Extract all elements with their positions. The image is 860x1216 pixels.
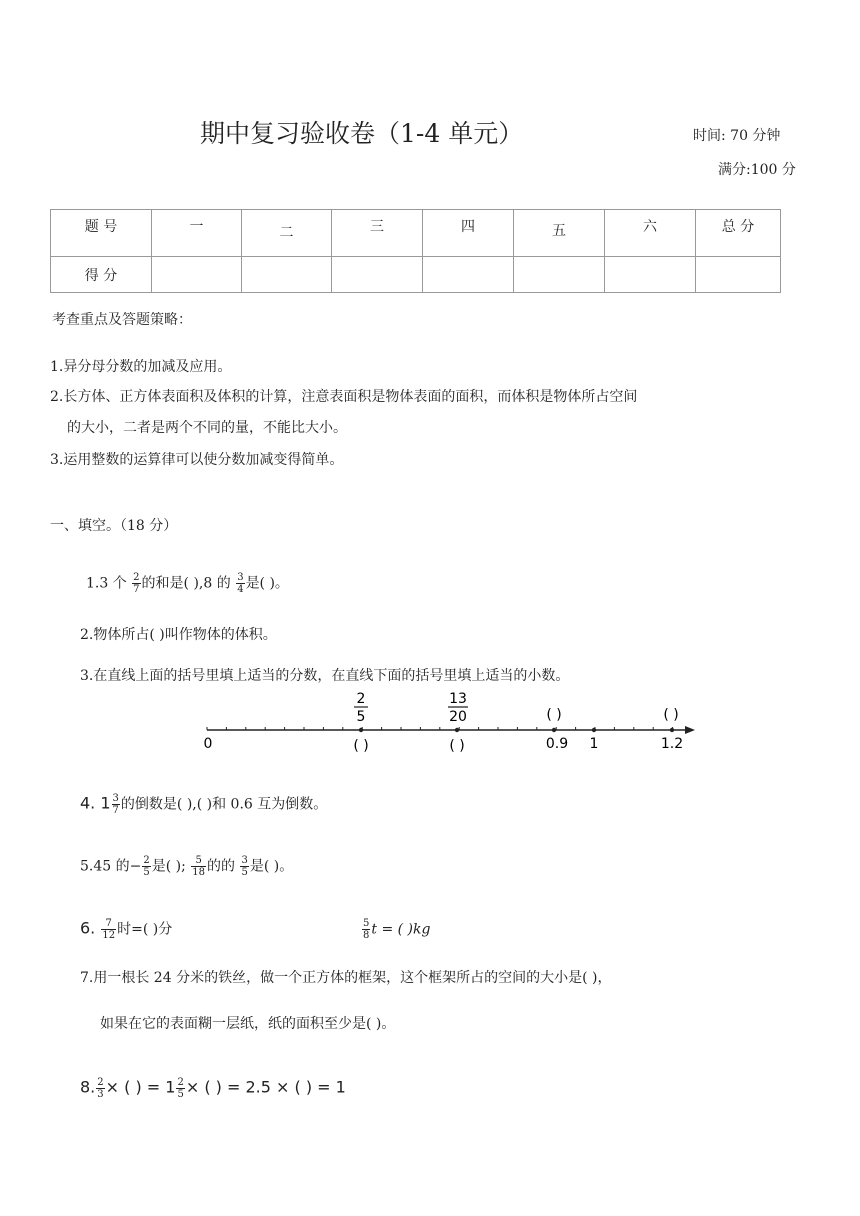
score-header-cell: 三 — [332, 210, 423, 257]
question-text: 8. — [80, 1077, 96, 1097]
number-line — [195, 688, 705, 758]
arrow-icon — [685, 726, 695, 734]
question-text: 是( )。 — [245, 575, 289, 592]
fraction: $\frac{3}{4}$ — [237, 572, 244, 595]
score-header-cell: 五 — [514, 210, 605, 257]
question-7: 7.用一根长 24 分米的铁丝，做一个正方体的框架，这个框架所占的空间的大小是( )， — [80, 970, 612, 986]
score-header-cell: 题 号 — [51, 210, 152, 257]
question-text: 的倒数是( ),( )和 0.6 互为倒数。 — [120, 796, 328, 813]
question-text: t = ( )kg — [371, 921, 431, 938]
strategy-item: 2.长方体、正方体表面积及体积的计算，注意表面积是物体表面的面积，而体积是物体所占空间 — [50, 389, 638, 405]
fraction: $\frac{2}{7}$ — [133, 572, 140, 595]
question-2: 2.物体所占( )叫作物体的体积。 — [80, 627, 277, 643]
score-cell[interactable] — [152, 257, 242, 293]
question-5 — [80, 855, 293, 878]
question-text: 时=( )分 — [117, 921, 173, 938]
score-cell[interactable] — [605, 257, 696, 293]
score-cell[interactable] — [332, 257, 423, 293]
answer-paren-below[interactable]: ( ) — [449, 738, 465, 754]
answer-paren-above[interactable]: ( ) — [663, 707, 679, 723]
fraction: $\frac{5}{8}$ — [363, 918, 370, 941]
question-3: 3.在直线上面的括号里填上适当的分数，在直线下面的括号里填上适当的小数。 — [80, 668, 570, 684]
question-text: 4. 1 — [80, 793, 111, 813]
fraction-label-numerator: 2 — [356, 691, 366, 707]
question-1 — [86, 572, 289, 595]
score-cell[interactable] — [423, 257, 514, 293]
question-8 — [80, 1077, 346, 1100]
fraction: $\frac{2}{3}$ — [97, 1077, 104, 1100]
question-text: 的和是( ),8 的 — [141, 575, 236, 592]
question-text: 5.45 的− — [80, 858, 142, 875]
question-text: 6. — [80, 918, 101, 938]
fraction: $\frac{5}{18}$ — [192, 855, 206, 878]
fraction: $\frac{2}{5}$ — [177, 1077, 184, 1100]
question-6-part-2 — [361, 918, 430, 941]
score-cell[interactable] — [696, 257, 781, 293]
point-dot — [359, 728, 363, 732]
fraction: $\frac{3}{7}$ — [112, 793, 119, 816]
question-text: 1.3 个 — [86, 575, 132, 592]
question-text: × ( ) = 2.5 × ( ) = 1 — [185, 1077, 346, 1097]
question-text: 是( ); — [151, 858, 191, 875]
question-text: 的的 — [207, 858, 240, 875]
fraction-label-numerator: 13 — [449, 691, 467, 707]
score-row-label: 得 分 — [51, 257, 152, 293]
score-table-header-row — [51, 210, 781, 257]
question-7-continued: 如果在它的表面糊一层纸，纸的面积至少是( )。 — [100, 1016, 396, 1032]
score-header-cell: 四 — [423, 210, 514, 257]
point-dot — [670, 728, 674, 732]
section-heading: 一、填空。（18 分） — [50, 518, 178, 534]
tick-label: 0 — [203, 736, 213, 752]
question-4 — [80, 793, 327, 816]
strategy-item: 的大小，二者是两个不同的量，不能比大小。 — [67, 420, 347, 436]
point-dot — [552, 728, 556, 732]
tick-label: 1.2 — [660, 736, 684, 752]
score-header-cell: 总 分 — [696, 210, 781, 257]
score-table — [50, 209, 781, 293]
page-title: 期中复习验收卷（1-4 单元） — [200, 119, 524, 148]
fraction: $\frac{7}{12}$ — [102, 918, 116, 941]
fraction-label-denominator: 5 — [356, 709, 366, 725]
score-header-cell: 六 — [605, 210, 696, 257]
question-6 — [80, 918, 172, 941]
question-text: 是( )。 — [249, 858, 294, 875]
score-table-score-row — [51, 257, 781, 293]
tick-label: 1 — [589, 736, 599, 752]
point-dot — [455, 728, 459, 732]
tick-label: 0.9 — [545, 736, 569, 752]
score-header-cell: 二 — [242, 210, 332, 257]
point-dot — [592, 728, 596, 732]
strategy-item: 3.运用整数的运算律可以使分数加减变得简单。 — [50, 452, 344, 468]
score-cell[interactable] — [242, 257, 332, 293]
score-cell[interactable] — [514, 257, 605, 293]
strategy-item: 1.异分母分数的加减及应用。 — [50, 359, 232, 375]
fraction-label-denominator: 20 — [449, 709, 467, 725]
time-limit: 时间: 70 分钟 — [693, 128, 781, 144]
fraction: $\frac{2}{5}$ — [143, 855, 150, 878]
answer-paren-above[interactable]: ( ) — [546, 707, 562, 723]
question-text: × ( ) = 1 — [105, 1077, 176, 1097]
strategy-heading: 考查重点及答题策略： — [52, 312, 192, 328]
answer-paren-below[interactable]: ( ) — [353, 738, 369, 754]
fraction: $\frac{3}{5}$ — [241, 855, 248, 878]
full-score: 满分:100 分 — [718, 162, 796, 178]
score-header-cell: 一 — [152, 210, 242, 257]
